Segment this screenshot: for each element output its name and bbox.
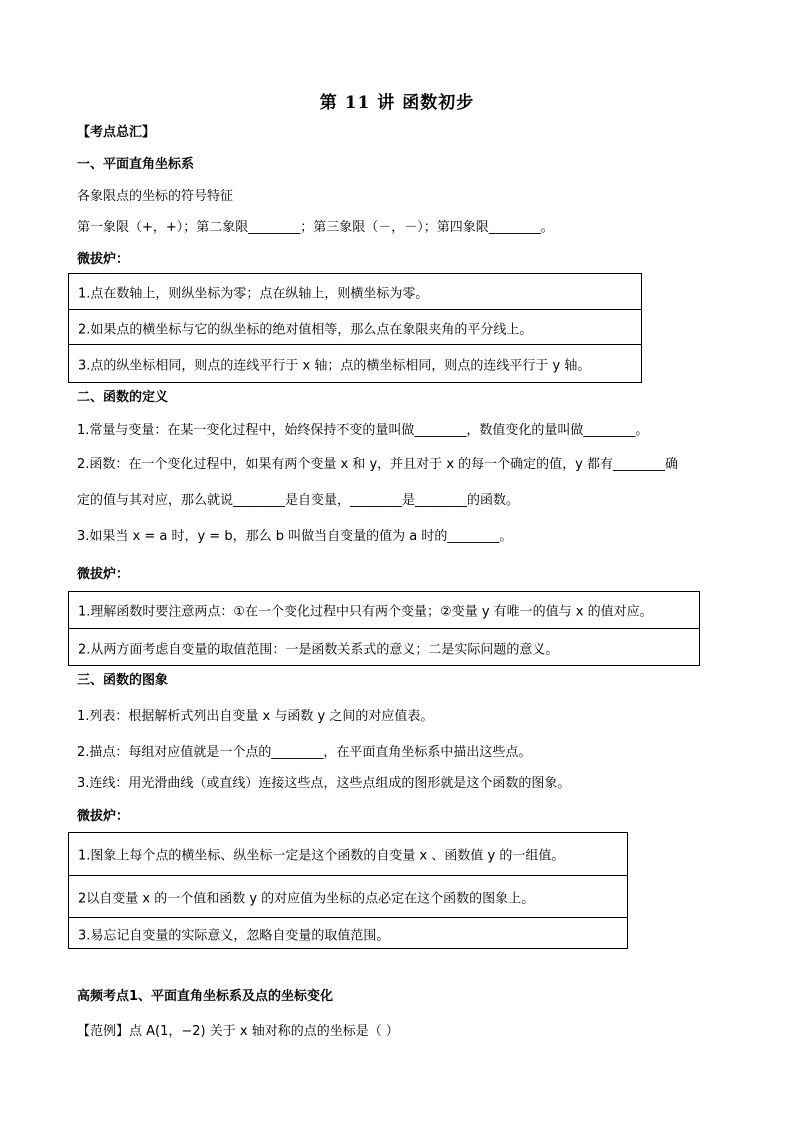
section2-line3: 定的值与其对应，那么就说________是自变量，________是________的函数。: [77, 493, 520, 508]
tip-row: [69, 309, 641, 345]
tip-text: 2.从两方面考虑自变量的取值范围：一是函数关系式的意义；二是实际问题的意义。: [78, 642, 559, 657]
tip-row: [69, 833, 627, 875]
freq1-heading: 高频考点1、平面直角坐标系及点的坐标变化: [77, 989, 334, 1004]
tip-text: 1.图象上每个点的横坐标、纵坐标一定是这个函数的自变量 x 、函数值 y 的一组值。: [78, 848, 565, 864]
tip-text: 1.理解函数时要注意两点：①在一个变化过程中只有两个变量；②变量 y 有唯一的值与 x 的值对应。: [78, 604, 653, 620]
tip-row: [69, 628, 699, 666]
section1-tip-box: [68, 273, 642, 383]
section1-line1: 各象限点的坐标的符号特征: [77, 189, 234, 204]
section2-tip-label: 微拔炉：: [77, 567, 130, 582]
section3-heading: 三、函数的图象: [77, 673, 169, 688]
section3-tip-label: 微拔炉：: [77, 809, 130, 824]
section1-heading: 一、平面直角坐标系: [77, 157, 195, 172]
tip-row: [69, 274, 641, 309]
section3-line1: 1.列表：根据解析式列出自变量 x 与函数 y 之间的对应值表。: [77, 709, 434, 724]
section2-line2: 2.函数：在一个变化过程中，如果有两个变量 x 和 y，并且对于 x 的每一个确定的值，y 都有________确: [77, 457, 678, 472]
tip-text: 2以自变量 x 的一个值和函数 y 的对应值为坐标的点必定在这个函数的图象上。: [78, 891, 535, 907]
freq1-example: 【范例】点 A(1，−2) 关于 x 轴对称的点的坐标是（ ）: [77, 1024, 399, 1039]
tip-row: [69, 875, 627, 918]
tip-text: 2.如果点的横坐标与它的纵坐标的绝对值相等，那么点在象限夹角的平分线上。: [78, 322, 533, 337]
tip-row: [69, 917, 627, 949]
tip-row: [69, 344, 641, 383]
page-title: 第 11 讲 函数初步: [319, 93, 475, 113]
tip-text: 3.点的纵坐标相同，则点的连线平行于 x 轴；点的横坐标相同，则点的连线平行于 y 轴。: [78, 358, 591, 374]
section1-tip-label: 微拔炉：: [77, 252, 130, 267]
section3-line2: 2.描点：每组对应值就是一个点的________，在平面直角坐标系中描出这些点。: [77, 745, 532, 760]
section3-tip-box: [68, 832, 628, 949]
section2-line1: 1.常量与变量：在某一变化过程中，始终保持不变的量叫做________，数值变化的量叫做________。: [77, 423, 649, 438]
section2-heading: 二、函数的定义: [77, 390, 169, 405]
section2-line4: 3.如果当 x = a 时，y = b，那么 b 叫做当自变量的值为 a 时的________。: [77, 529, 513, 544]
tip-text: 3.易忘记自变量的实际意义，忽略自变量的取值范围。: [78, 928, 390, 943]
section2-tip-box: [68, 591, 700, 666]
summary-heading: 【考点总汇】: [77, 125, 156, 140]
tip-row: [69, 592, 699, 628]
tip-text: 1.点在数轴上，则纵坐标为零；点在纵轴上，则横坐标为零。: [78, 286, 429, 301]
section3-line3: 3.连线：用光滑曲线（或直线）连接这些点，这些点组成的图形就是这个函数的图象。: [77, 776, 571, 791]
section1-line2: 第一象限（+，+）；第二象限________；第三象限（－，－）；第四象限________。: [77, 220, 554, 235]
